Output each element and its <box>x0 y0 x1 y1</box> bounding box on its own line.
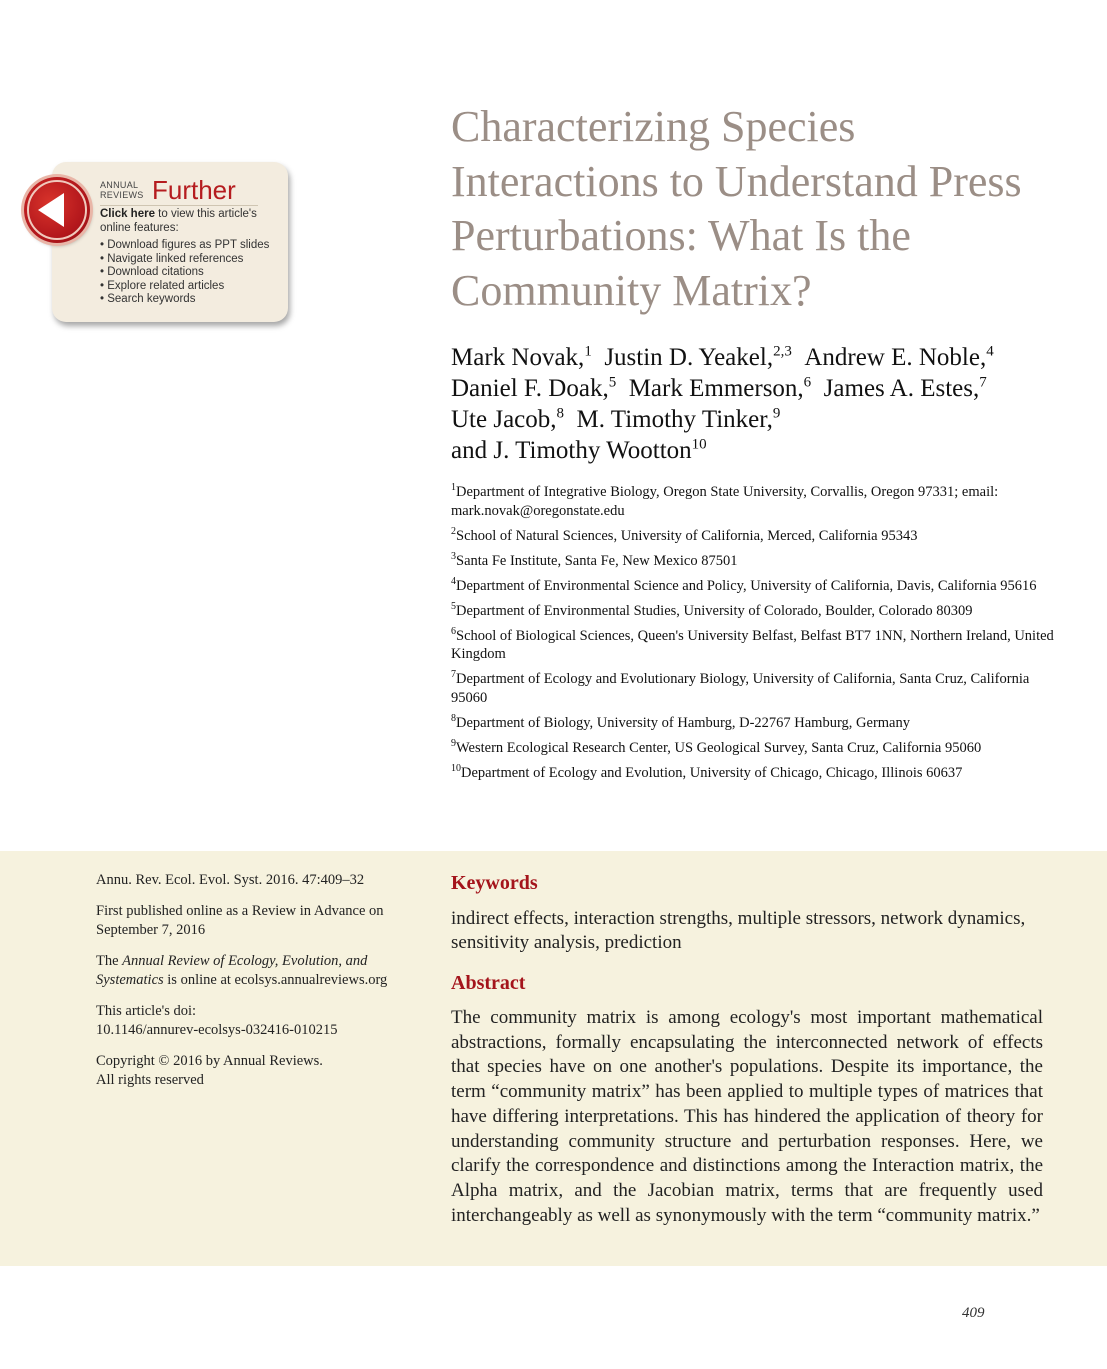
doi-link[interactable]: 10.1146/annurev-ecolsys-032416-010215 <box>96 1022 338 1038</box>
further-title: Further <box>152 175 236 205</box>
affiliation-number: 8 <box>451 712 456 724</box>
author-name: Andrew E. Noble, <box>804 344 987 371</box>
affiliation <box>451 764 1061 783</box>
annual-reviews-logo: ANNUAL REVIEWS <box>100 180 144 200</box>
affiliation-text: Western Ecological Research Center, US Geological Survey, Santa Cruz, California 95060 <box>456 739 982 756</box>
author-affiliation-mark: 4 <box>986 343 994 360</box>
author-name: James A. Estes, <box>823 375 980 402</box>
further-intro: to view this article's online features: <box>100 208 257 234</box>
author-affiliation-mark: 6 <box>803 374 812 391</box>
author-name: Mark Novak, <box>451 344 585 371</box>
author-name: and J. Timothy Wootton <box>451 437 692 464</box>
affiliation <box>451 483 1061 520</box>
affiliation-list <box>451 483 1061 789</box>
abstract-heading: Abstract <box>451 972 526 994</box>
author-name: Mark Emmerson, <box>628 375 804 402</box>
affiliation <box>451 670 1061 707</box>
author-list <box>451 342 1071 466</box>
keywords-text: indirect effects, interaction strengths, multiple stressors, network dynamics, sensitivity analysis, prediction <box>451 908 1026 953</box>
further-feature-item[interactable]: • Search keywords <box>100 293 285 307</box>
author-affiliation-mark: 2,3 <box>773 343 792 360</box>
abstract-text: The community matrix is among ecology's most important mathematical abstractions, formally encapsulating the interconnected network of effects that species have on one another's populations. Despite its importance, the term “community matrix” has been applied to multiple types of matrices that have differing interpretations. This has hindered the application of theory for understanding community structure and perturbation responses. Here, we clarify the correspondence and distinctions among the Interaction matrix, the Alpha matrix, and the Jacobian matrix, terms that are frequently used interchangeably as well as synonymously with the term “community matrix.” <box>451 1007 1043 1226</box>
further-feature-list <box>100 239 285 307</box>
keywords-heading: Keywords <box>451 872 538 894</box>
author-name: M. Timothy Tinker, <box>576 406 773 433</box>
author-affiliation-mark: 1 <box>584 343 592 360</box>
affiliation-text: Department of Ecology and Evolution, University of Chicago, Chicago, Illinois 60637 <box>461 764 963 781</box>
doi-block: This article's doi: 10.1146/annurev-ecolsys-032416-010215 <box>96 1003 338 1038</box>
affiliation-number: 4 <box>451 575 456 587</box>
affiliation-text: Department of Environmental Studies, University of Colorado, Boulder, Colorado 80309 <box>456 602 973 619</box>
further-body <box>100 208 285 307</box>
affiliation-number: 6 <box>451 625 456 637</box>
author-line <box>451 373 1071 404</box>
affiliation <box>451 527 1061 546</box>
affiliation-text: Department of Ecology and Evolutionary Biology, University of California, Santa Cruz, California 95060 <box>451 671 1030 706</box>
affiliation-number: 10 <box>451 762 461 774</box>
author-affiliation-mark: 10 <box>691 436 707 453</box>
affiliation-text: Department of Integrative Biology, Oregon State University, Corvallis, Oregon 97331; email: mark.novak@oregonstate.edu <box>451 484 999 519</box>
affiliation-text: Santa Fe Institute, Santa Fe, New Mexico 87501 <box>456 552 738 569</box>
affiliation-text: Department of Biology, University of Hamburg, D-22767 Hamburg, Germany <box>456 714 910 731</box>
author-line <box>451 342 1071 373</box>
affiliation-number: 5 <box>451 600 456 612</box>
journal-info: The Annual Review of Ecology, Evolution, and Systematics is online at ecolsys.annualreviews.org <box>96 953 388 988</box>
affiliation-text: School of Natural Sciences, University of California, Merced, California 95343 <box>456 527 918 544</box>
affiliation <box>451 577 1061 596</box>
author-line <box>451 435 1071 466</box>
affiliation-number: 3 <box>451 550 456 562</box>
affiliation <box>451 714 1061 733</box>
further-feature-item[interactable]: • Download figures as PPT slides <box>100 239 285 253</box>
article-title: Characterizing Species Interactions to Understand Press Perturbations: What Is the Community Matrix? <box>451 102 1022 315</box>
author-affiliation-mark: 7 <box>979 374 987 391</box>
journal-name: Annual Review of Ecology, Evolution, and Systematics <box>96 953 368 988</box>
affiliation-text: Department of Environmental Science and Policy, University of California, Davis, California 95616 <box>456 577 1037 594</box>
author-affiliation-mark: 8 <box>556 405 565 422</box>
further-feature-item[interactable]: • Navigate linked references <box>100 253 285 267</box>
further-feature-item[interactable]: • Download citations <box>100 266 285 280</box>
author-name: Ute Jacob, <box>451 406 557 433</box>
author-affiliation-mark: 9 <box>772 405 781 422</box>
published-date: First published online as a Review in Advance on September 7, 2016 <box>96 903 384 938</box>
affiliation-number: 7 <box>451 669 456 681</box>
back-arrow-icon[interactable] <box>24 177 90 243</box>
further-feature-item[interactable]: • Explore related articles <box>100 280 285 294</box>
affiliation <box>451 602 1061 621</box>
copyright: Copyright © 2016 by Annual Reviews. All rights reserved <box>96 1053 323 1088</box>
affiliation-text: School of Biological Sciences, Queen's University Belfast, Belfast BT7 1NN, Northern Ireland, United Kingdom <box>451 627 1054 662</box>
author-name: Justin D. Yeakel, <box>604 344 774 371</box>
further-divider <box>100 205 258 206</box>
click-here-link[interactable]: Click here <box>100 208 155 220</box>
affiliation-number: 9 <box>451 737 456 749</box>
affiliation <box>451 739 1061 758</box>
author-affiliation-mark: 5 <box>608 374 617 391</box>
page-number: 409 <box>962 1305 985 1321</box>
affiliation <box>451 627 1061 664</box>
affiliation-number: 1 <box>451 482 456 494</box>
affiliation-number: 2 <box>451 525 456 537</box>
article-meta <box>96 871 416 1102</box>
author-name: Daniel F. Doak, <box>451 375 609 402</box>
author-line <box>451 404 1071 435</box>
affiliation <box>451 552 1061 571</box>
citation: Annu. Rev. Ecol. Evol. Syst. 2016. 47:409–32 <box>96 872 365 888</box>
